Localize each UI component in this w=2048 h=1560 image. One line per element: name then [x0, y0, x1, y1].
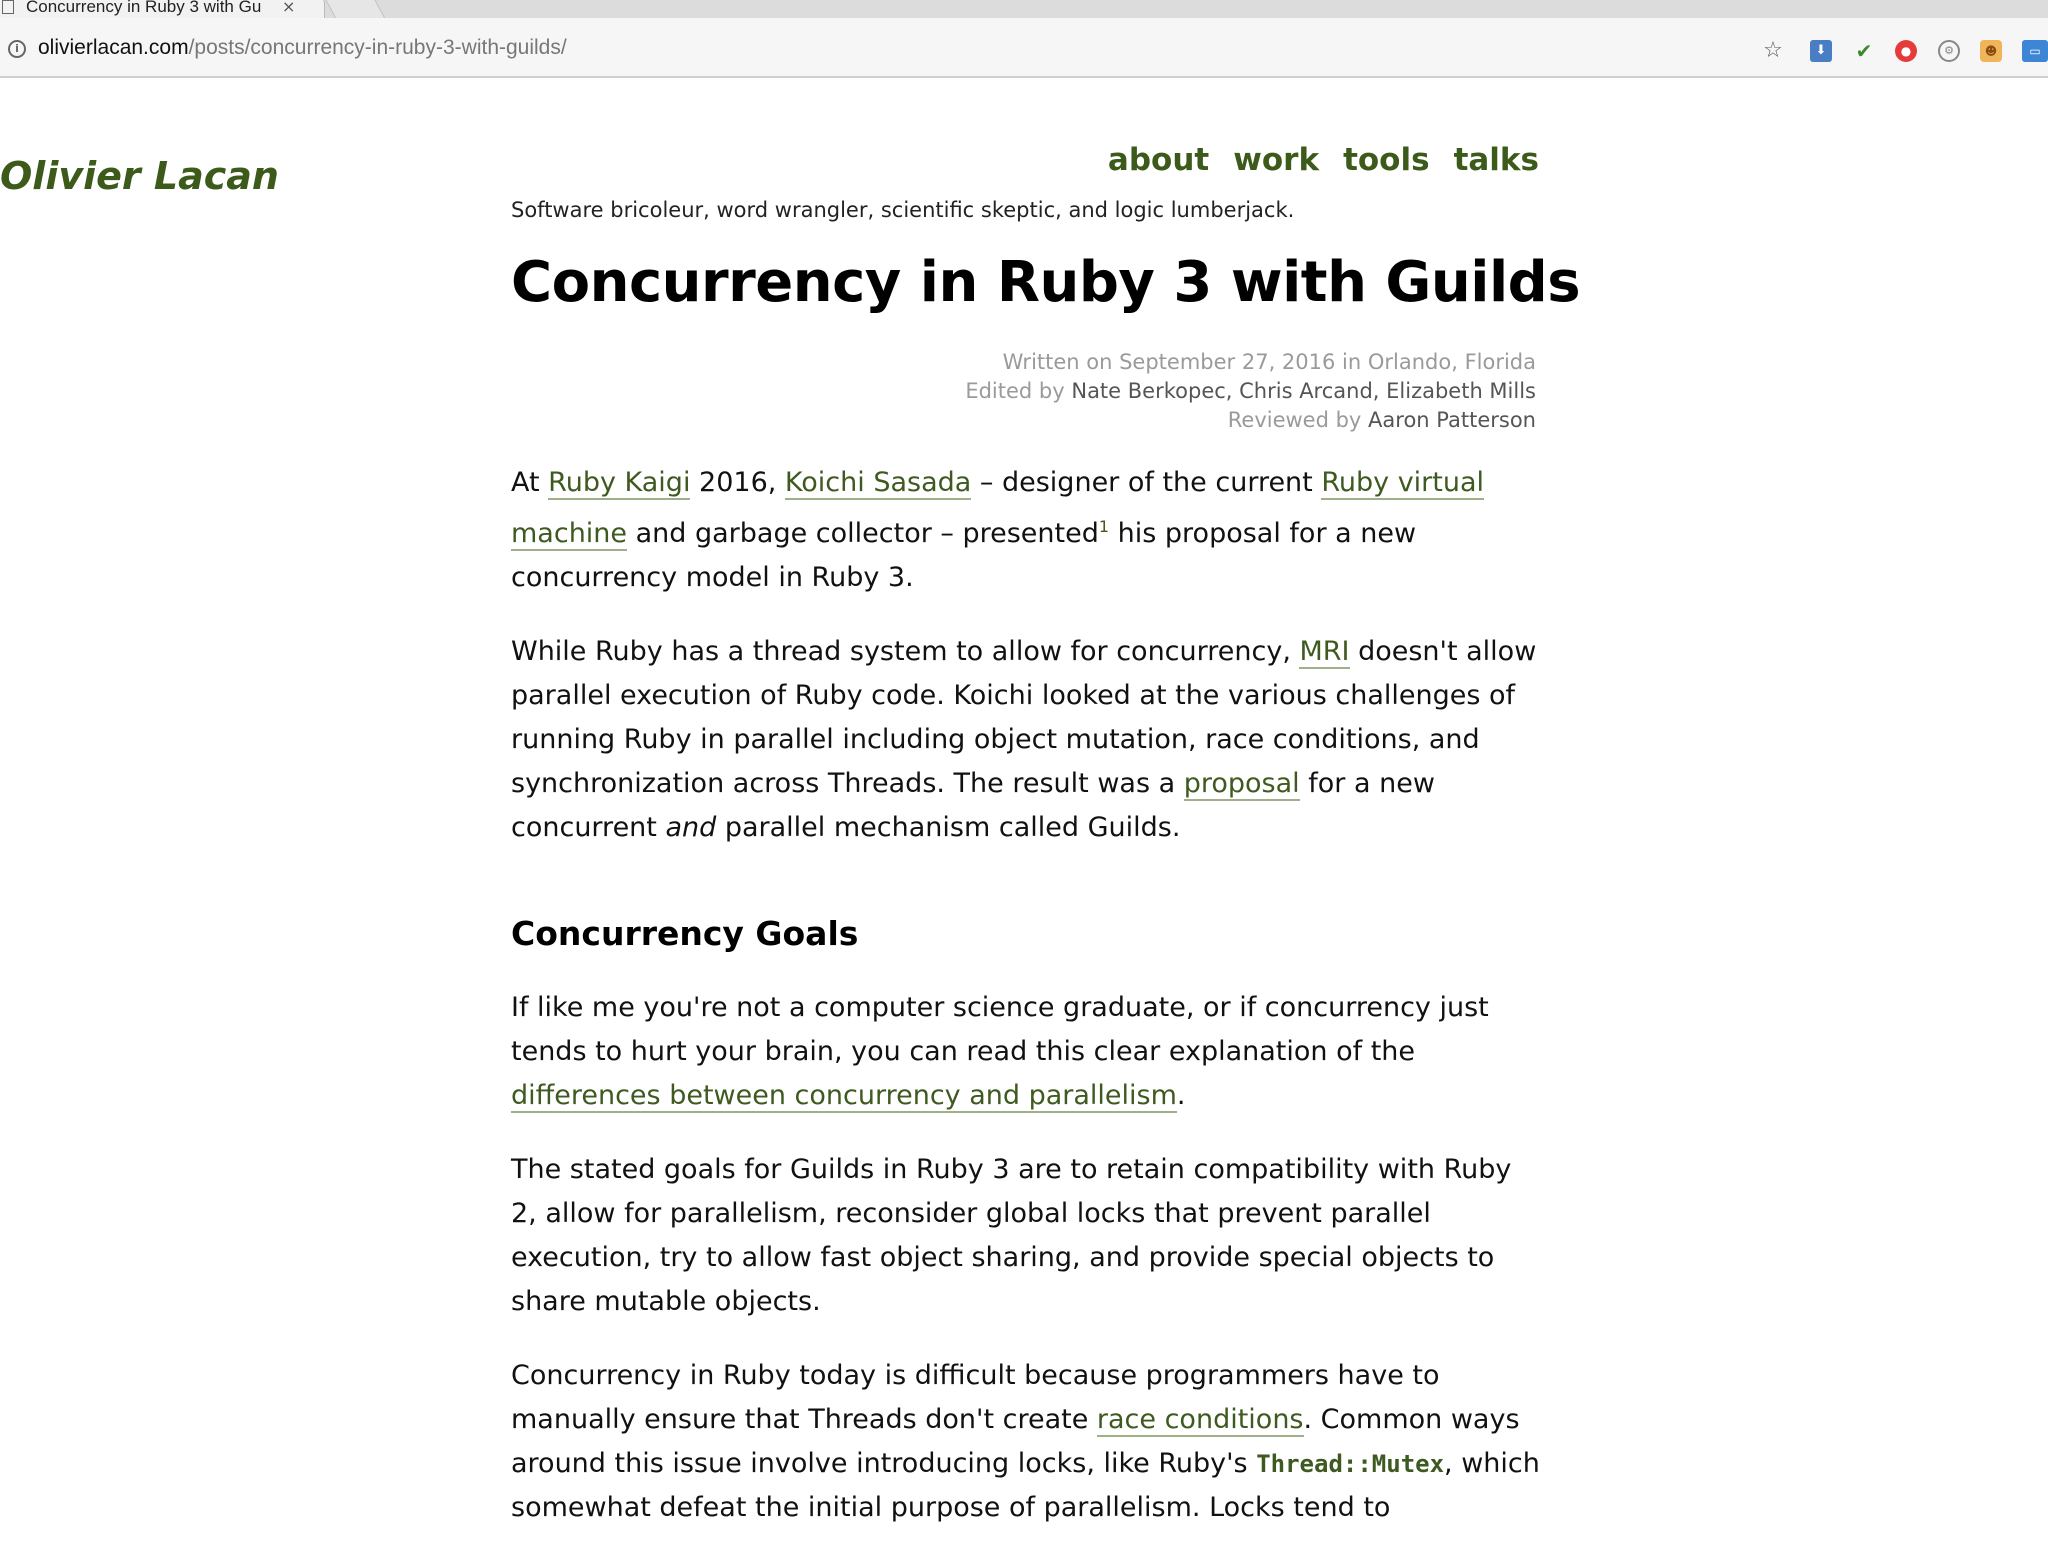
address-bar[interactable]	[38, 35, 567, 61]
reviewed-label: Reviewed by	[1227, 408, 1369, 432]
site-tagline: Software bricoleur, word wrangler, scientific skeptic, and logic lumberjack.	[511, 198, 1295, 222]
text: parallel mechanism called Guilds.	[716, 812, 1181, 843]
paragraph-locks	[511, 1354, 1541, 1530]
url-path: /posts/concurrency-in-ruby-3-with-guilds/	[188, 36, 567, 59]
emphasis: and	[665, 812, 717, 843]
bookmark-star-icon[interactable]: ☆	[1763, 38, 1783, 63]
editors: Nate Berkopec, Chris Arcand, Elizabeth Mills	[1071, 379, 1536, 403]
tab-strip	[0, 0, 2048, 18]
browser-tab[interactable]	[0, 0, 325, 18]
text: doesn't allow parallel execution of Ruby code. Koichi looked at the various challenges of running Ruby in parallel including object mutation, race conditions, and synchronization across Threads. The result was a	[511, 636, 1537, 799]
link-proposal[interactable]: proposal	[1183, 768, 1300, 799]
tab-title: Concurrency in Ruby 3 with Gu	[26, 0, 262, 16]
code-thread-mutex: Thread::Mutex	[1256, 1450, 1445, 1478]
paragraph-goals: The stated goals for Guilds in Ruby 3 are to retain compatibility with Ruby 2, allow for parallelism, reconsider global locks that prevent parallel execution, try to allow fast object sharing, and provide special objects to share mutable objects.	[511, 1154, 1512, 1317]
article-body	[511, 461, 1541, 1560]
post-meta	[965, 348, 1536, 435]
link-ruby-vm[interactable]: Ruby virtual machine	[511, 467, 1485, 549]
edited-line	[965, 377, 1536, 406]
text: While Ruby has a thread system to allow for concurrency,	[511, 636, 1300, 667]
text: .	[1176, 1080, 1186, 1111]
info-icon[interactable]: i	[8, 40, 26, 58]
written-line: Written on September 27, 2016 in Orlando, Florida	[1002, 350, 1536, 374]
footnote-link[interactable]: 1	[1098, 517, 1110, 536]
paragraph-explanation	[511, 986, 1541, 1118]
text: , which somewhat defeat the initial purpose of parallelism. Locks tend to	[511, 1448, 1540, 1523]
link-race-conditions[interactable]: race conditions	[1096, 1404, 1304, 1435]
settings-extension-icon[interactable]: ⚙	[1938, 40, 1960, 62]
face-extension-icon[interactable]: ☻	[1980, 40, 2002, 62]
text: – designer of the current	[971, 467, 1322, 498]
paragraph-intro	[511, 461, 1541, 600]
post-title: Concurrency in Ruby 3 with Guilds	[511, 250, 1581, 315]
paragraph-threads	[511, 630, 1541, 850]
reviewed-line	[965, 406, 1536, 435]
link-mri[interactable]: MRI	[1299, 636, 1350, 667]
link-concurrency-vs-parallelism[interactable]: differences between concurrency and parallelism	[511, 1080, 1177, 1111]
text: 2016,	[690, 467, 785, 498]
page-icon	[2, 0, 14, 14]
download-extension-icon[interactable]: ⬇	[1810, 40, 1832, 62]
section-heading: Concurrency Goals	[511, 914, 859, 953]
page-content	[0, 78, 2048, 1536]
link-koichi-sasada[interactable]: Koichi Sasada	[784, 467, 972, 498]
reviewer: Aaron Patterson	[1368, 408, 1536, 432]
window-extension-icon[interactable]: ▭	[2022, 40, 2048, 62]
address-toolbar	[0, 18, 2048, 78]
nav-about[interactable]: about	[1107, 142, 1210, 178]
site-logo[interactable]: Olivier Lacan	[0, 154, 279, 198]
nav-tools[interactable]: tools	[1343, 142, 1430, 178]
text: At	[511, 467, 549, 498]
main-nav	[1108, 142, 1539, 178]
text: and garbage collector – presented	[627, 518, 1099, 549]
text: If like me you're not a computer science graduate, or if concurrency just tends to hurt your brain, you can read this clear explanation of the	[511, 992, 1489, 1067]
text: Concurrency in Ruby today is difficult because programmers have to manually ensure that Threads don't create	[511, 1360, 1440, 1435]
url-host: olivierlacan.com	[38, 36, 189, 59]
nav-work[interactable]: work	[1233, 142, 1320, 178]
link-ruby-kaigi[interactable]: Ruby Kaigi	[548, 467, 691, 498]
text: for a new concurrent	[511, 768, 1435, 843]
text: his proposal for a new concurrency model in Ruby 3.	[511, 518, 1417, 593]
adblock-extension-icon[interactable]: ●	[1895, 40, 1917, 62]
edited-label: Edited by	[965, 379, 1072, 403]
close-icon[interactable]: ×	[282, 0, 296, 16]
nav-talks[interactable]: talks	[1453, 142, 1539, 178]
text: . Common ways around this issue involve introducing locks, like Ruby's	[511, 1404, 1520, 1479]
new-tab-button[interactable]	[324, 0, 385, 19]
check-extension-icon[interactable]: ✔	[1855, 39, 1873, 63]
